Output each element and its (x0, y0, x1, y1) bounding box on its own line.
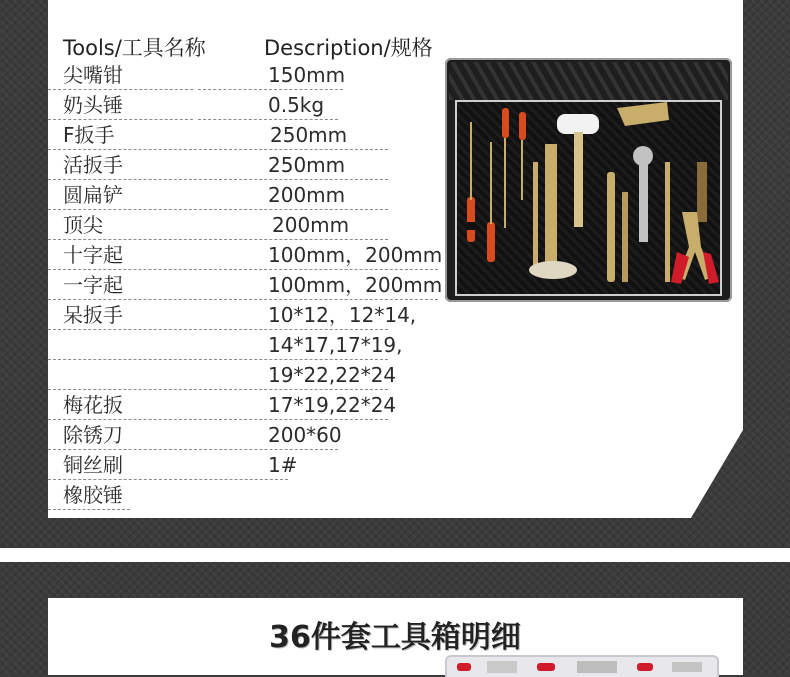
tool-name: 奶头锤 (63, 93, 123, 117)
tool-name: 呆扳手 (63, 303, 123, 327)
tools-preview-illustration (447, 657, 717, 677)
section-divider (0, 548, 790, 562)
tool-name: 活扳手 (63, 153, 123, 177)
pliers-icon (671, 212, 719, 284)
table-row (48, 120, 448, 150)
wrench-icon (607, 146, 670, 282)
tool-name: 尖嘴钳 (63, 63, 123, 87)
table-row (48, 180, 448, 210)
toolbox-photo-preview (445, 655, 719, 677)
tool-name: 橡胶锤 (63, 483, 123, 507)
tool-spec: 200*60 (268, 423, 342, 447)
table-row (48, 60, 448, 90)
tool-spec: 200mm (272, 213, 350, 237)
chisel-icon (533, 162, 538, 272)
tool-spec: 19*22,22*24 (268, 363, 397, 387)
tool-spec: 17*19,22*24 (268, 393, 397, 417)
scraper-icon (617, 102, 669, 126)
toolbox-tray (455, 100, 722, 296)
table-row (48, 450, 448, 480)
toolbox-photo (445, 58, 732, 302)
tools-illustration (457, 102, 720, 292)
table-row (48, 90, 448, 120)
tool-spec: 100mm，200mm (268, 243, 443, 267)
table-row (48, 150, 448, 180)
tool-name: 一字起 (63, 273, 123, 297)
tool-name: 除锈刀 (63, 423, 123, 447)
tool-spec: 1# (268, 453, 298, 477)
table-row (48, 420, 448, 450)
tool-name: 铜丝刷 (63, 453, 123, 477)
table-row (48, 390, 448, 420)
table-row (48, 480, 448, 510)
table-row (48, 300, 448, 330)
tool-spec: 10*12，12*14, (268, 303, 417, 327)
tool-spec: 14*17,17*19, (268, 333, 403, 357)
hammer-icon (529, 114, 599, 279)
column-header-description: Description/规格 (264, 36, 433, 60)
section-title: 36件套工具箱明细 (269, 620, 521, 655)
tool-name: 圆扁铲 (63, 183, 123, 207)
tool-spec: 250mm (270, 123, 348, 147)
tool-spec: 250mm (268, 153, 346, 177)
table-row (48, 270, 448, 300)
toolbox-lid (449, 62, 728, 100)
table-row (48, 330, 448, 360)
row-divider (48, 509, 130, 510)
screwdriver-icon (467, 108, 526, 262)
tool-name: 顶尖 (63, 213, 103, 237)
column-header-tools: Tools/工具名称 (63, 36, 206, 60)
brush-icon (697, 162, 707, 222)
tool-spec: 200mm (268, 183, 346, 207)
table-row (48, 360, 448, 390)
tool-spec: 0.5kg (268, 93, 325, 117)
tool-name: F扳手 (63, 123, 115, 147)
tool-name: 梅花扳 (63, 393, 123, 417)
tool-spec: 150mm (268, 63, 346, 87)
table-row (48, 210, 448, 240)
table-row (48, 240, 448, 270)
tool-name: 十字起 (63, 243, 123, 267)
tool-table (48, 60, 448, 510)
tool-spec: 100mm，200mm (268, 273, 443, 297)
